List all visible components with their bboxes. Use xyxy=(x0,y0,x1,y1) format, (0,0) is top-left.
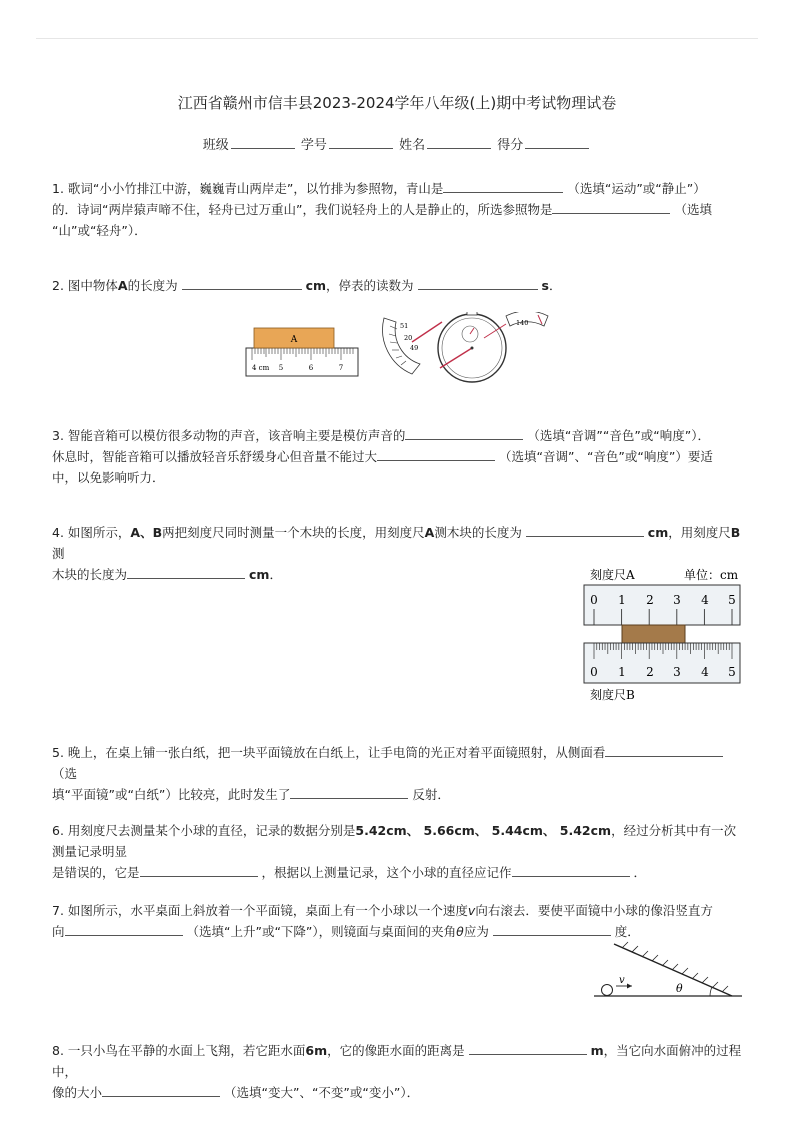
q4-ruler-b: B xyxy=(730,525,741,540)
dial-label-20: 20 xyxy=(404,334,413,342)
ruler-a-tick-2: 2 xyxy=(646,593,654,607)
q4-blank-1[interactable] xyxy=(526,522,644,537)
name-label: 姓名 xyxy=(399,138,426,153)
q7-text-c: 向 xyxy=(52,924,65,939)
ruler-b-label: 刻度尺B xyxy=(590,688,635,702)
q2-unit-cm: cm xyxy=(305,278,327,293)
question-3 xyxy=(52,425,742,488)
q7-text-b: 向右滚去．要使平面镜中小球的像沿竖直方 xyxy=(475,903,713,918)
unit-label: 单位：cm xyxy=(684,568,739,582)
q2-unit-s: s xyxy=(541,278,549,293)
number-blank[interactable] xyxy=(329,136,393,149)
velocity-arrowhead xyxy=(627,984,632,989)
q3-blank-2[interactable] xyxy=(377,446,495,461)
q4-blank-2[interactable] xyxy=(127,564,245,579)
q3-text-a: 3. 智能音箱可以模仿很多动物的声音，该音响主要是模仿声音的 xyxy=(52,428,406,443)
q7-theta-symbol: θ xyxy=(456,924,464,939)
q4-unit-2: cm xyxy=(249,567,270,582)
question-2 xyxy=(52,275,742,296)
q8-unit-m: m xyxy=(590,1043,604,1058)
q1-text-c: 的．诗词“两岸猿声啼不住，轻舟已过万重山”，我们说轻舟上的人是静止的，所选参照物是 xyxy=(52,202,553,217)
stopwatch-center xyxy=(471,347,474,350)
q1-text-d: （选填 xyxy=(674,202,712,217)
q5-text-b: （选 xyxy=(52,766,78,781)
q5-text-c: 填“平面镜”或“白纸”）比较亮，此时发生了 xyxy=(52,787,291,802)
mirror-hatching xyxy=(622,942,728,992)
q7-text-a: 7. 如图所示，水平桌面上斜放着一个平面镜，桌面上有一个小球以一个速度 xyxy=(52,903,468,918)
q1-blank-1[interactable] xyxy=(443,178,563,193)
object-a-label: A xyxy=(290,335,298,345)
velocity-label: v xyxy=(619,975,625,986)
q4-text-b: 两把刻度尺同时测量一个木块的长度，用刻度尺 xyxy=(162,525,425,540)
q4-rulers-ab: A、B xyxy=(130,525,163,540)
q5-text-d: 反射． xyxy=(412,787,450,802)
question-8 xyxy=(52,1040,742,1103)
q1-text-b: （选填“运动”或“静止”） xyxy=(567,181,706,196)
q4-ruler-a: A xyxy=(424,525,435,540)
q6-text-b: ，经过分析其中有一次测量记录明显 xyxy=(52,823,737,859)
number-label: 学号 xyxy=(300,138,327,153)
q6-text-a: 6. 用刻度尺去测量某个小球的直径，记录的数据分别是 xyxy=(52,823,356,838)
ruler-b-tick-1: 1 xyxy=(618,665,626,679)
ruler-a-label: 刻度尺A xyxy=(590,568,635,582)
header-divider xyxy=(36,38,758,39)
ruler-b-tick-5: 5 xyxy=(728,665,736,679)
name-blank[interactable] xyxy=(427,136,491,149)
q8-text-b: ，它的像距水面的距离是 xyxy=(327,1043,465,1058)
q7-blank-1[interactable] xyxy=(65,921,183,936)
small-dial-label-140: 140 xyxy=(516,319,529,327)
q6-blank-1[interactable] xyxy=(140,862,258,877)
q8-blank-1[interactable] xyxy=(469,1040,587,1055)
q6-text-c: 是错误的，它是 xyxy=(52,865,140,880)
student-info-line xyxy=(0,134,794,153)
ruler-label-6: 6 xyxy=(308,364,314,372)
q7-velocity-symbol: v xyxy=(467,903,476,918)
score-blank[interactable] xyxy=(525,136,589,149)
question-6 xyxy=(52,820,742,883)
q7-blank-2[interactable] xyxy=(493,921,611,936)
wood-block xyxy=(622,625,685,643)
question-1 xyxy=(52,178,742,241)
q5-blank-1[interactable] xyxy=(605,742,723,757)
q2-blank-1[interactable] xyxy=(182,275,302,290)
q5-text-a: 5. 晚上，在桌上铺一张白纸，把一块平面镜放在白纸上，让手电筒的光正对着平面镜照射，从侧面看 xyxy=(52,745,606,760)
q3-blank-1[interactable] xyxy=(405,425,523,440)
dial-pointer-line xyxy=(412,322,442,342)
figure-2 xyxy=(244,312,554,384)
ruler-a-tick-4: 4 xyxy=(701,593,709,607)
plane-mirror xyxy=(614,944,732,996)
question-7 xyxy=(52,900,742,942)
ruler-label-5: 5 xyxy=(278,364,284,372)
q8-text-e: （选填“变大”、“不变”或“变小”）． xyxy=(224,1085,420,1100)
q8-text-a: 8. 一只小鸟在平静的水面上飞翔，若它距水面 xyxy=(52,1043,306,1058)
ruler-label-7: 7 xyxy=(338,364,344,372)
figure-7 xyxy=(590,940,746,1002)
q6-end: ． xyxy=(633,865,647,880)
dial-label-51: 51 xyxy=(400,322,409,330)
q3-text-b: （选填“音调”“音色”或“响度”）． xyxy=(527,428,710,443)
theta-label: θ xyxy=(676,982,683,995)
ruler-b xyxy=(584,643,740,683)
ruler-b-tick-0: 0 xyxy=(590,665,598,679)
q8-text-c: ，当它向水面俯冲的过程中， xyxy=(52,1043,742,1079)
q4-text-e: 测 xyxy=(52,546,65,561)
q2-end: ． xyxy=(548,278,562,293)
q7-text-e: 应为 xyxy=(463,924,489,939)
class-label: 班级 xyxy=(202,138,229,153)
q6-text-d: ，根据以上测量记录，这个小球的直径应记作 xyxy=(261,865,512,880)
q4-text-c: 测木块的长度为 xyxy=(434,525,522,540)
ruler-label-4cm: 4 cm xyxy=(252,364,270,372)
q6-measurements: 5.42cm、 5.66cm、 5.44cm、 5.42cm xyxy=(355,823,612,838)
ruler-b-tick-2: 2 xyxy=(646,665,654,679)
q2-blank-2[interactable] xyxy=(418,275,538,290)
stopwatch-crown xyxy=(467,312,477,315)
q2-object-a: A xyxy=(117,278,128,293)
q4-text-f: 木块的长度为 xyxy=(52,567,128,582)
class-blank[interactable] xyxy=(231,136,295,149)
q7-end: 度． xyxy=(614,924,640,939)
angle-arc xyxy=(710,987,712,996)
q7-text-d: （选填“上升”或“下降”），则镜面与桌面间的夹角 xyxy=(186,924,457,939)
q1-text-a: 1. 歌词“小小竹排江中游，巍巍青山两岸走”，以竹排为参照物，青山是 xyxy=(52,181,444,196)
q8-blank-2[interactable] xyxy=(102,1082,220,1097)
ruler-a-tick-3: 3 xyxy=(673,593,681,607)
dial-label-49: 49 xyxy=(410,344,419,352)
q4-text-a: 4. 如图所示， xyxy=(52,525,131,540)
q1-blank-2[interactable] xyxy=(552,199,670,214)
q2-text-a: 2. 图中物体 xyxy=(52,278,118,293)
question-5 xyxy=(52,742,742,805)
ruler-a-tick-0: 0 xyxy=(590,593,598,607)
ruler-a-tick-1: 1 xyxy=(618,593,626,607)
ruler-a xyxy=(584,585,740,625)
ruler-b-tick-3: 3 xyxy=(673,665,681,679)
q5-blank-2[interactable] xyxy=(290,784,408,799)
q2-text-c: ，停表的读数为 xyxy=(326,278,414,293)
q8-distance: 6m xyxy=(305,1043,328,1058)
q3-text-c: 休息时，智能音箱可以播放轻音乐舒缓身心但音量不能过大 xyxy=(52,449,378,464)
q6-blank-2[interactable] xyxy=(512,862,630,877)
q4-end: ． xyxy=(269,567,282,582)
page-title: 江西省赣州市信丰县2023-2024学年八年级(上)期中考试物理试卷 xyxy=(177,94,617,112)
score-label: 得分 xyxy=(497,138,524,153)
figure-4 xyxy=(580,563,746,705)
q4-text-d: ，用刻度尺 xyxy=(668,525,731,540)
ruler-b-tick-4: 4 xyxy=(701,665,709,679)
q8-text-d: 像的大小 xyxy=(52,1085,103,1100)
q1-text-e: “山”或“轻舟”）． xyxy=(52,223,147,238)
ruler-a-tick-5: 5 xyxy=(728,593,736,607)
q3-text-e: 中，以免影响听力． xyxy=(52,470,165,485)
q3-text-d: （选填“音调”、“音色”或“响度”）要适 xyxy=(499,449,713,464)
q2-text-b: 的长度为 xyxy=(127,278,178,293)
ball xyxy=(602,985,613,996)
q4-unit-1: cm xyxy=(647,525,669,540)
